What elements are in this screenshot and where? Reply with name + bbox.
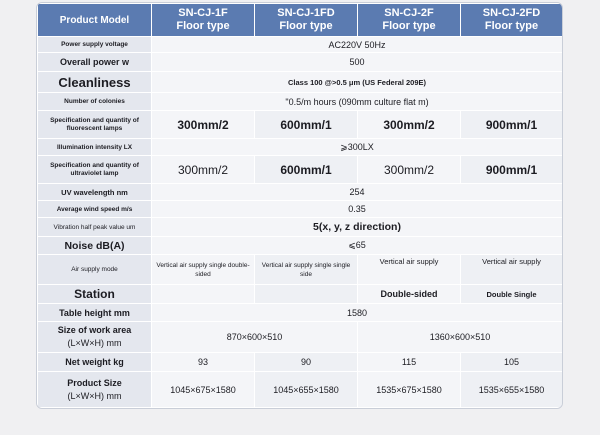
ultraviolet-value-3: 300mm/2 <box>358 156 461 184</box>
uv-wavelength-value: 254 <box>152 184 563 201</box>
air-supply-value-4: Vertical air supply <box>461 255 563 285</box>
row-label-fluorescent: Specification and quantity of fluorescent lamps <box>38 111 152 139</box>
station-value-4: Double Single <box>461 285 563 304</box>
row-label-vibration: Vibration half peak value um <box>38 218 152 237</box>
model-type: Floor type <box>176 20 230 32</box>
table-row <box>38 218 563 237</box>
ultraviolet-value-2: 600mm/1 <box>255 156 358 184</box>
row-label-overall-power: Overall power w <box>38 53 152 72</box>
product-size-value-2: 1045×655×1580 <box>255 372 358 408</box>
fluorescent-value-4: 900mm/1 <box>461 111 563 139</box>
table-row <box>38 255 563 285</box>
fluorescent-value-2: 600mm/1 <box>255 111 358 139</box>
overall-power-value: 500 <box>152 53 563 72</box>
work-area-value-2: 1360×600×510 <box>358 322 563 353</box>
model-type: Floor type <box>484 20 539 32</box>
product-size-value-4: 1535×655×1580 <box>461 372 563 408</box>
model-code: SN-CJ-1F <box>178 7 228 19</box>
ultraviolet-value-4: 900mm/1 <box>461 156 563 184</box>
ultraviolet-value-1: 300mm/2 <box>152 156 255 184</box>
model-header-3 <box>358 4 461 37</box>
work-area-value-1: 870×600×510 <box>152 322 358 353</box>
fluorescent-value-1: 300mm/2 <box>152 111 255 139</box>
model-code: SN-CJ-1FD <box>277 7 335 19</box>
air-supply-value-3: Vertical air supply <box>358 255 461 285</box>
table-row <box>38 93 563 111</box>
noise-value: ⩽65 <box>152 237 563 255</box>
air-supply-value-1: Vertical air supply single double-sided <box>152 255 255 285</box>
row-label-air-supply: Air supply mode <box>38 255 152 285</box>
vibration-value: 5(x, y, z direction) <box>152 218 563 237</box>
product-size-value-3: 1535×675×1580 <box>358 372 461 408</box>
model-header-4 <box>461 4 563 37</box>
row-label-table-height: Table height mm <box>38 304 152 322</box>
table-row <box>38 53 563 72</box>
table-row <box>38 37 563 53</box>
row-label-colonies: Number of colonies <box>38 93 152 111</box>
product-size-label-line2: (L×W×H) mm <box>67 390 122 401</box>
row-label-station: Station <box>38 285 152 304</box>
wind-speed-value: 0.35 <box>152 201 563 218</box>
model-type: Floor type <box>382 20 436 32</box>
net-weight-value-1: 93 <box>152 353 255 372</box>
row-label-uv-wavelength: UV wavelength nm <box>38 184 152 201</box>
row-label-net-weight: Net weight kg <box>38 353 152 372</box>
fluorescent-value-3: 300mm/2 <box>358 111 461 139</box>
row-label-work-area <box>38 322 152 353</box>
table-row <box>38 353 563 372</box>
air-supply-value-2: Vertical air supply single single side <box>255 255 358 285</box>
row-label-product-size <box>38 372 152 408</box>
row-label-illumination: Illumination intensity LX <box>38 139 152 156</box>
model-type: Floor type <box>279 20 333 32</box>
net-weight-value-4: 105 <box>461 353 563 372</box>
model-header-1 <box>152 4 255 37</box>
net-weight-value-2: 90 <box>255 353 358 372</box>
table-row <box>38 372 563 408</box>
work-area-label-line2: (L×W×H) mm <box>67 338 122 348</box>
model-code: SN-CJ-2F <box>384 7 434 19</box>
table-row <box>38 139 563 156</box>
station-value-2 <box>255 285 358 304</box>
model-code: SN-CJ-2FD <box>482 7 541 19</box>
table-height-value: 1580 <box>152 304 563 322</box>
row-label-ultraviolet: Specification and quantity of ultraviolet lamp <box>38 156 152 184</box>
net-weight-value-3: 115 <box>358 353 461 372</box>
spec-card <box>36 2 563 409</box>
illumination-value: ⩾300LX <box>152 139 563 156</box>
station-value-3: Double-sided <box>358 285 461 304</box>
row-label-power-supply: Power supply voltage <box>38 37 152 53</box>
power-supply-value: AC220V 50Hz <box>152 37 563 53</box>
table-row <box>38 72 563 93</box>
table-row <box>38 111 563 139</box>
cleanliness-value: Class 100 @>0.5 μm (US Federal 209E) <box>152 72 563 93</box>
row-label-noise: Noise dB(A) <box>38 237 152 255</box>
product-spec-table <box>37 3 563 408</box>
product-size-label-line1: Product Size <box>67 377 122 388</box>
table-row <box>38 184 563 201</box>
colonies-value: "0.5/m hours (090mm culture flat m) <box>152 93 563 111</box>
table-row <box>38 322 563 353</box>
product-size-value-1: 1045×675×1580 <box>152 372 255 408</box>
row-label-wind-speed: Average wind speed m/s <box>38 201 152 218</box>
product-model-header: Product Model <box>38 4 152 37</box>
work-area-label-line1: Size of work area <box>57 325 132 335</box>
table-header-row <box>38 4 563 37</box>
row-label-cleanliness: Cleanliness <box>38 72 152 93</box>
station-value-1 <box>152 285 255 304</box>
model-header-2 <box>255 4 358 37</box>
table-row <box>38 156 563 184</box>
table-row <box>38 304 563 322</box>
table-row <box>38 201 563 218</box>
table-row <box>38 237 563 255</box>
table-row <box>38 285 563 304</box>
